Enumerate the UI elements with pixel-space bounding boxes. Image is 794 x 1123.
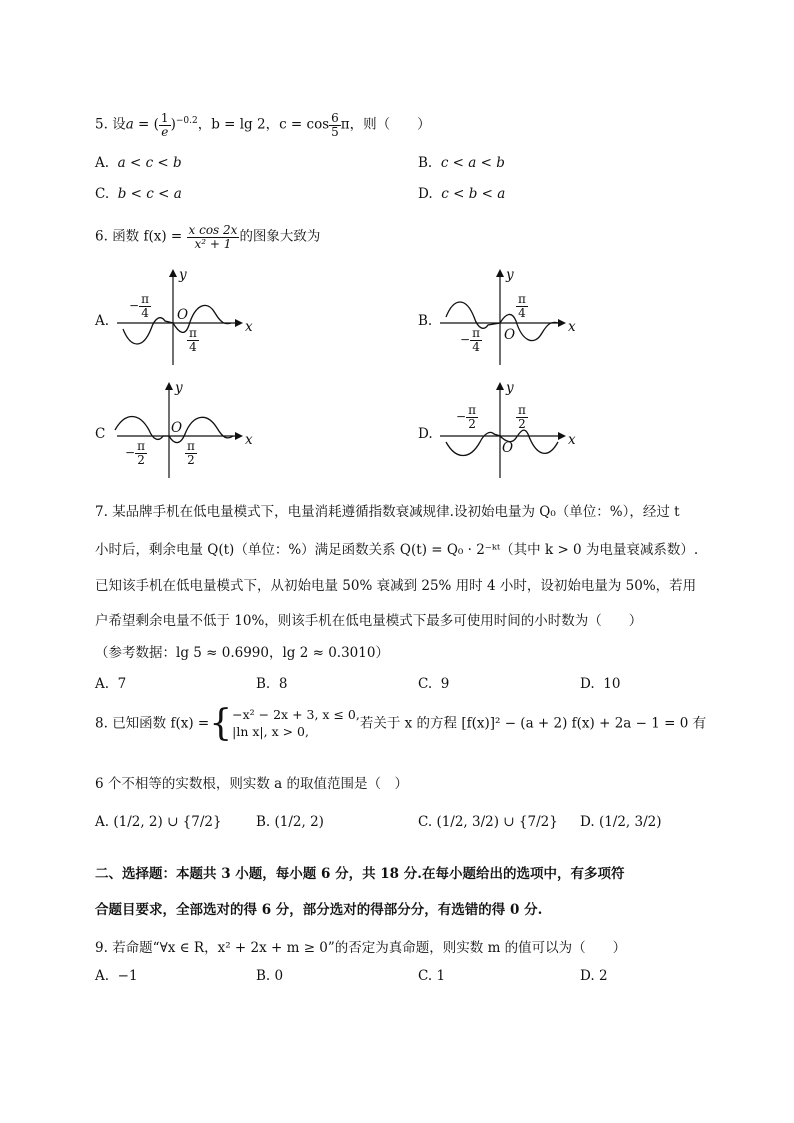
graph-a-plot: [95, 265, 255, 375]
graph-label: A.: [95, 313, 110, 329]
fraction: $\frac{1}{e}$: [160, 111, 169, 139]
graph-option-d[interactable]: D. − $\frac{\pi}{2}$ O $\frac{\pi}{2}$ x y: [418, 378, 578, 488]
brace-icon: {: [209, 703, 233, 744]
section-2-heading-cont: 合题目要求，全部选对的得 6 分，部分选对的得部分分，有选错的得 0 分.: [95, 902, 543, 918]
graph-option-b[interactable]: B. − $\frac{\pi}{4}$ O $\frac{\pi}{4}$ x y: [418, 265, 578, 375]
graph-option-a[interactable]: A. − $\frac{\pi}{4}$ O $\frac{\pi}{4}$ x y: [95, 265, 255, 375]
q9-option-a[interactable]: A. −1: [95, 968, 138, 984]
piecewise-cases: −x² − 2x + 3, x ≤ 0, |ln x|, x > 0,: [232, 707, 360, 739]
q8-option-c[interactable]: C. (1/2, 3/2) ∪ {7/2}: [418, 814, 558, 830]
q9-option-d[interactable]: D. 2: [580, 968, 608, 984]
graph-b-plot: [418, 265, 578, 375]
q7-line-2: 小时后，剩余电量 Q(t)（单位：%）满足函数关系 Q(t) = Q₀ · 2⁻ᵏᵗ（其中 k > 0 为电量衰减系数）.: [95, 542, 699, 558]
q7-line-1: 7. 某品牌手机在低电量模式下，电量消耗遵循指数衰减规律.设初始电量为 Q₀（单位：%），经过 t: [95, 504, 680, 520]
question-number: 5.: [95, 116, 108, 133]
q5-stem: 5. 设a = ( $\frac{1}{e}$ )$^{-0.2}$，b = lg 2，c = cos $\frac{6}{5}$ π，则（ ）: [95, 111, 431, 139]
graph-label: D.: [418, 426, 433, 442]
q6-stem: 6. 函数 f(x) = $\frac{\text{x cos 2x}}{\text{x² + 1}}$ 的图象大致为: [95, 223, 321, 251]
q7-option-b[interactable]: B. 8: [256, 676, 288, 692]
q7-reference-data: （参考数据：lg 5 ≈ 0.6990，lg 2 ≈ 0.3010）: [95, 645, 389, 661]
q8-option-d[interactable]: D. (1/2, 3/2): [580, 814, 662, 830]
q7-option-a[interactable]: A. 7: [95, 676, 127, 692]
q7-line-3: 已知该手机在低电量模式下，从初始电量 50% 衰减到 25% 用时 4 小时，设初始电量为 50%，若用: [95, 578, 697, 594]
q9-option-c[interactable]: C. 1: [418, 968, 446, 984]
graph-label: C: [95, 426, 106, 442]
q5-option-c[interactable]: C. b < c < a: [95, 186, 182, 202]
q8-option-b[interactable]: B. (1/2, 2): [256, 814, 324, 830]
section-2-heading: 二、选择题：本题共 3 小题，每小题 6 分，共 18 分.在每小题给出的选项中，有多项符: [95, 866, 625, 882]
fraction: $\frac{\text{x cos 2x}}{\text{x² + 1}}$: [188, 223, 238, 251]
q8-option-a[interactable]: A. (1/2, 2) ∪ {7/2}: [95, 814, 222, 830]
q5-option-a[interactable]: A. a < c < b: [95, 155, 182, 171]
q9-stem: 9. 若命题“∀x ∈ R，x² + 2x + m ≥ 0”的否定为真命题，则实数 m 的值可以为（ ）: [95, 940, 627, 956]
q5-option-b[interactable]: B. c < a < b: [418, 155, 505, 171]
question-number: 6.: [95, 228, 108, 245]
fraction: $\frac{6}{5}$: [331, 111, 339, 139]
q7-option-d[interactable]: D. 10: [580, 676, 621, 692]
q5-option-d[interactable]: D. c < b < a: [418, 186, 506, 202]
q8-stem: 8. 已知函数 f(x) ={ −x² − 2x + 3, x ≤ 0, |ln x|, x > 0, 若关于 x 的方程 [f(x)]² − (a + 2) f(x) + 2a − 1 = 0 有: [95, 703, 707, 744]
graph-option-c[interactable]: C − $\frac{\pi}{2}$ O $\frac{\pi}{2}$ x y: [95, 378, 255, 488]
graph-d-plot: [418, 378, 578, 488]
q9-option-b[interactable]: B. 0: [256, 968, 284, 984]
q7-option-c[interactable]: C. 9: [418, 676, 450, 692]
q7-line-4: 户希望剩余电量不低于 10%，则该手机在低电量模式下最多可使用时间的小时数为（ ）: [95, 613, 643, 629]
graph-label: B.: [418, 313, 433, 329]
q8-line-2: 6 个不相等的实数根，则实数 a 的取值范围是（ ）: [95, 776, 409, 792]
